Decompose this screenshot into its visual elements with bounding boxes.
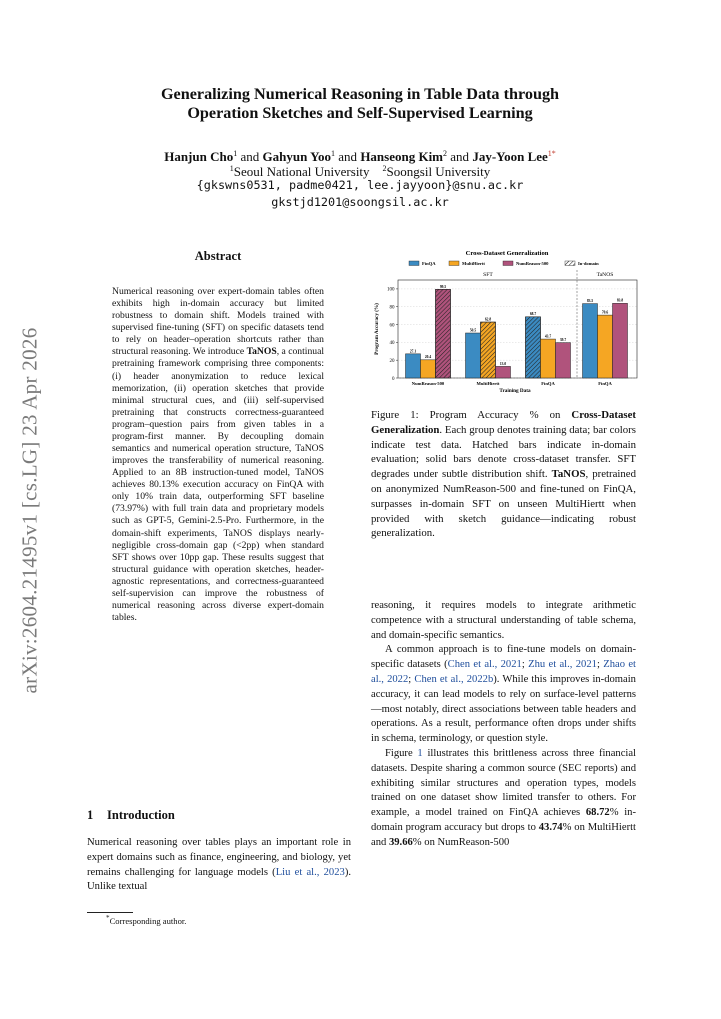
paragraph-text: Figure: [385, 747, 418, 759]
section-title: Introduction: [107, 808, 175, 822]
bar-value-label: 39.7: [559, 338, 567, 343]
affil-marker: 1: [229, 164, 234, 173]
abstract-text: Numerical reasoning over expert-domain tables often exhibits high in-domain accuracy but limited robustness to domain shift. Models trained with supervised fine-tuning (SFT) on specific datasets tend to rely on header–operation shortcuts rather than structural reasoning. We introduce: [112, 286, 324, 358]
bar-value-label: 13.0: [499, 361, 507, 366]
y-tick-label: 40: [389, 341, 395, 347]
legend-label: NumReason-500: [516, 261, 549, 267]
bar-value-label: 62.8: [484, 317, 492, 322]
footnote: [106, 914, 186, 926]
intro-text: ). Unlike textual: [87, 866, 351, 893]
legend-swatch: [409, 261, 419, 266]
author-affil-marker: 1: [331, 149, 336, 158]
bar-value-label: 83.5: [586, 299, 594, 304]
stat-bold: 43.74: [538, 821, 563, 833]
bar: [466, 333, 481, 378]
author-name: Jay-Yoon Lee: [472, 149, 548, 164]
bar-value-label: 99.5: [439, 284, 447, 289]
bar: [613, 303, 628, 378]
section-number: 1: [87, 808, 94, 822]
citation-link[interactable]: Zhu et al., 2021: [528, 659, 597, 671]
bar-value-label: 20.4: [424, 355, 432, 360]
bar: [556, 343, 571, 378]
bar-value-label: 83.8: [616, 298, 624, 303]
bar-hatch-overlay: [436, 289, 451, 378]
stat-bold: 68.72: [585, 807, 610, 819]
footnote-marker: *: [106, 914, 110, 922]
bar: [583, 304, 598, 378]
y-tick-label: 0: [392, 376, 395, 382]
stat-bold: 39.66: [388, 836, 413, 848]
arxiv-id-text: arXiv:2604.21495v1 [cs.LG] 23 Apr 2026: [17, 326, 42, 694]
bar-value-label: 68.7: [529, 312, 537, 317]
caption-text: . Each group denotes training data; bar colors indicate test data. Hatched bars indicate in-domain evaluation; solid bars denote cross-dataset transfer. SFT degrades under subtle distribution shift.: [371, 423, 636, 481]
legend-swatch: [449, 261, 459, 266]
bar: [496, 366, 511, 378]
citation-link[interactable]: Zhao et al., 2022: [371, 659, 636, 685]
legend-swatch: [503, 261, 513, 266]
bar: [421, 360, 436, 378]
bar-chart-svg: [365, 244, 650, 404]
citation-link[interactable]: Liu et al., 2023: [275, 866, 345, 878]
bar-value-label: 27.1: [409, 349, 417, 354]
author-separator: and: [450, 149, 470, 164]
paragraph: [371, 747, 636, 851]
paragraph: reasoning, it requires models to integrate arithmetic competence with a structural understanding of table schema, and domain-specific semantics.: [371, 600, 636, 641]
section-heading: [87, 808, 175, 823]
y-tick-label: 80: [389, 305, 395, 311]
bar: [541, 339, 556, 378]
abstract-body: [112, 286, 324, 624]
x-tick-label: MultiHiertt: [476, 381, 500, 386]
title-line-1: Generalizing Numerical Reasoning in Table Data through: [160, 85, 560, 103]
bar-hatch-overlay: [526, 317, 541, 378]
paragraph-text: % on NumReason-500: [412, 836, 510, 848]
author-name: Hanseong Kim: [360, 149, 444, 164]
paragraph-text: ). While this improves in-domain accuracy, it can lead models to rely on surface-level patterns—most notably, direct associations between table headers and operations. As a result, performance often drops under shifts in schema, terminology, or question style.: [371, 673, 636, 745]
caption-bold: TaNOS: [551, 468, 586, 481]
author-emails: [90, 177, 630, 211]
citation-separator: ;: [521, 659, 529, 671]
author-affil-marker: 1: [233, 149, 238, 158]
author-affil-marker[interactable]: 1*: [547, 149, 556, 158]
bar-value-label: 70.6: [601, 310, 609, 315]
legend-swatch: [565, 261, 575, 266]
author-separator: and: [240, 149, 260, 164]
bar: [598, 315, 613, 378]
affil-marker: 2: [382, 164, 387, 173]
email-line: {gkswns0531, padme0421, lee.jayyoon}@snu.ac.kr: [196, 178, 524, 192]
legend-label: In-domain: [578, 261, 599, 267]
paragraph: [371, 643, 636, 747]
bar-hatch-overlay: [481, 322, 496, 378]
figure-1-chart: [365, 244, 650, 404]
x-tick-label: NumReason-500: [411, 381, 445, 386]
panel-label: TaNOS: [596, 272, 614, 278]
caption-text: Figure 1: Program Accuracy % on: [371, 409, 572, 421]
footnote-text: Corresponding author.: [109, 915, 187, 926]
y-tick-label: 60: [389, 323, 395, 329]
caption-bold: Cross-Dataset Generalization: [371, 409, 636, 436]
abstract-text: , a continual pretraining framework comprising three components: (i) header anonymization to reduce lexical memorization, (ii) operation sketches that provide minimal structural cues, and (iii) self-supervised pretraining that constructs correctness-guaranteed program–question pairs from given tables in a program-first manner. By decoupling domain semantics and numerical operation structure, TaNOS improves the transferability of numerical reasoning. Applied to an 8B instruction-tuned model, TaNOS achieves 80.13% execution accuracy on FinQA with only 10% train data, outperforming SFT baseline (73.97%) with full train data and proprietary models such as GPT-5, Gemini-2.5-Pro. Furthermore, in the domain-shift experiments, TaNOS displays nearly-negligible cross-domain gap (<2pp) when standard SFT shows over 10pp gap. These results suggest that structural guidance with operation sketches, header-agnostic representations, and correctness-guaranteed self-supervision can improve the robustness of numerical reasoning across diverse expert-domain tables.: [112, 346, 325, 624]
x-axis-label: Training Data: [499, 388, 531, 394]
paper-title: [110, 85, 610, 123]
x-tick-label: FinQA: [541, 381, 555, 386]
author-name: Hanjun Cho: [164, 149, 234, 164]
method-name: TaNOS: [246, 346, 277, 358]
y-tick-label: 100: [387, 287, 395, 293]
legend-label: FinQA: [422, 261, 436, 267]
author-affil-marker: 2: [443, 149, 448, 158]
intro-text: Numerical reasoning over tables plays an important role in expert domains such as finance, engineering, and biology, yet remains challenging for language models (: [87, 837, 351, 878]
paragraph-text: % on MultiHiertt and: [371, 821, 636, 848]
affiliation-name: Seoul National University: [233, 164, 370, 179]
paragraph-text: A common approach is to fine-tune models on domain-specific datasets (: [371, 644, 636, 671]
bar-value-label: 43.7: [544, 334, 552, 339]
introduction-body: [87, 836, 351, 895]
bar: [406, 354, 421, 378]
citation-separator: ;: [596, 659, 604, 671]
y-tick-label: 20: [389, 358, 395, 364]
legend-label: MultiHiertt: [462, 261, 485, 267]
y-axis-label: Program Accuracy (%): [374, 303, 380, 355]
abstract-heading: Abstract: [194, 249, 242, 263]
x-tick-label: FinQA: [598, 381, 612, 386]
paragraph-text: % in-domain program accuracy but drops to: [371, 807, 637, 833]
author-separator: and: [338, 149, 358, 164]
panel-label: SFT: [483, 272, 493, 278]
title-line-2: Operation Sketches and Self-Supervised Learning: [187, 104, 533, 122]
figure-caption: [371, 408, 636, 541]
figure-reference-link[interactable]: 1: [417, 747, 423, 759]
chart-title: Cross-Dataset Generalization: [465, 250, 549, 257]
citation-link[interactable]: Chen et al., 2021: [447, 659, 522, 671]
affiliation-name: Soongsil University: [386, 164, 491, 179]
caption-text: , pretrained on anonymized NumReason-500 and fine-tuned on FinQA, surpasses in-domain SFT on unseen MultiHiertt when provided with sketch guidance—indicating robust generalization.: [371, 468, 636, 540]
citation-link[interactable]: Chen et al., 2022b: [414, 673, 494, 685]
footnote-rule: [87, 912, 133, 913]
citation-separator: ;: [408, 673, 415, 685]
bar-value-label: 50.5: [469, 328, 477, 333]
right-column-body: [371, 599, 636, 851]
email-line: gkstjd1201@soongsil.ac.kr: [271, 195, 449, 209]
author-name: Gahyun Yoo: [262, 149, 332, 164]
paragraph-text: illustrates this brittleness across three financial datasets. Despite sharing a common source (SEC reports) and exhibiting similar structures and operation types, models trained on one dataset show limited transfer to others. For example, a model trained on FinQA achieves: [371, 747, 636, 819]
arxiv-identifier: [14, 300, 46, 720]
